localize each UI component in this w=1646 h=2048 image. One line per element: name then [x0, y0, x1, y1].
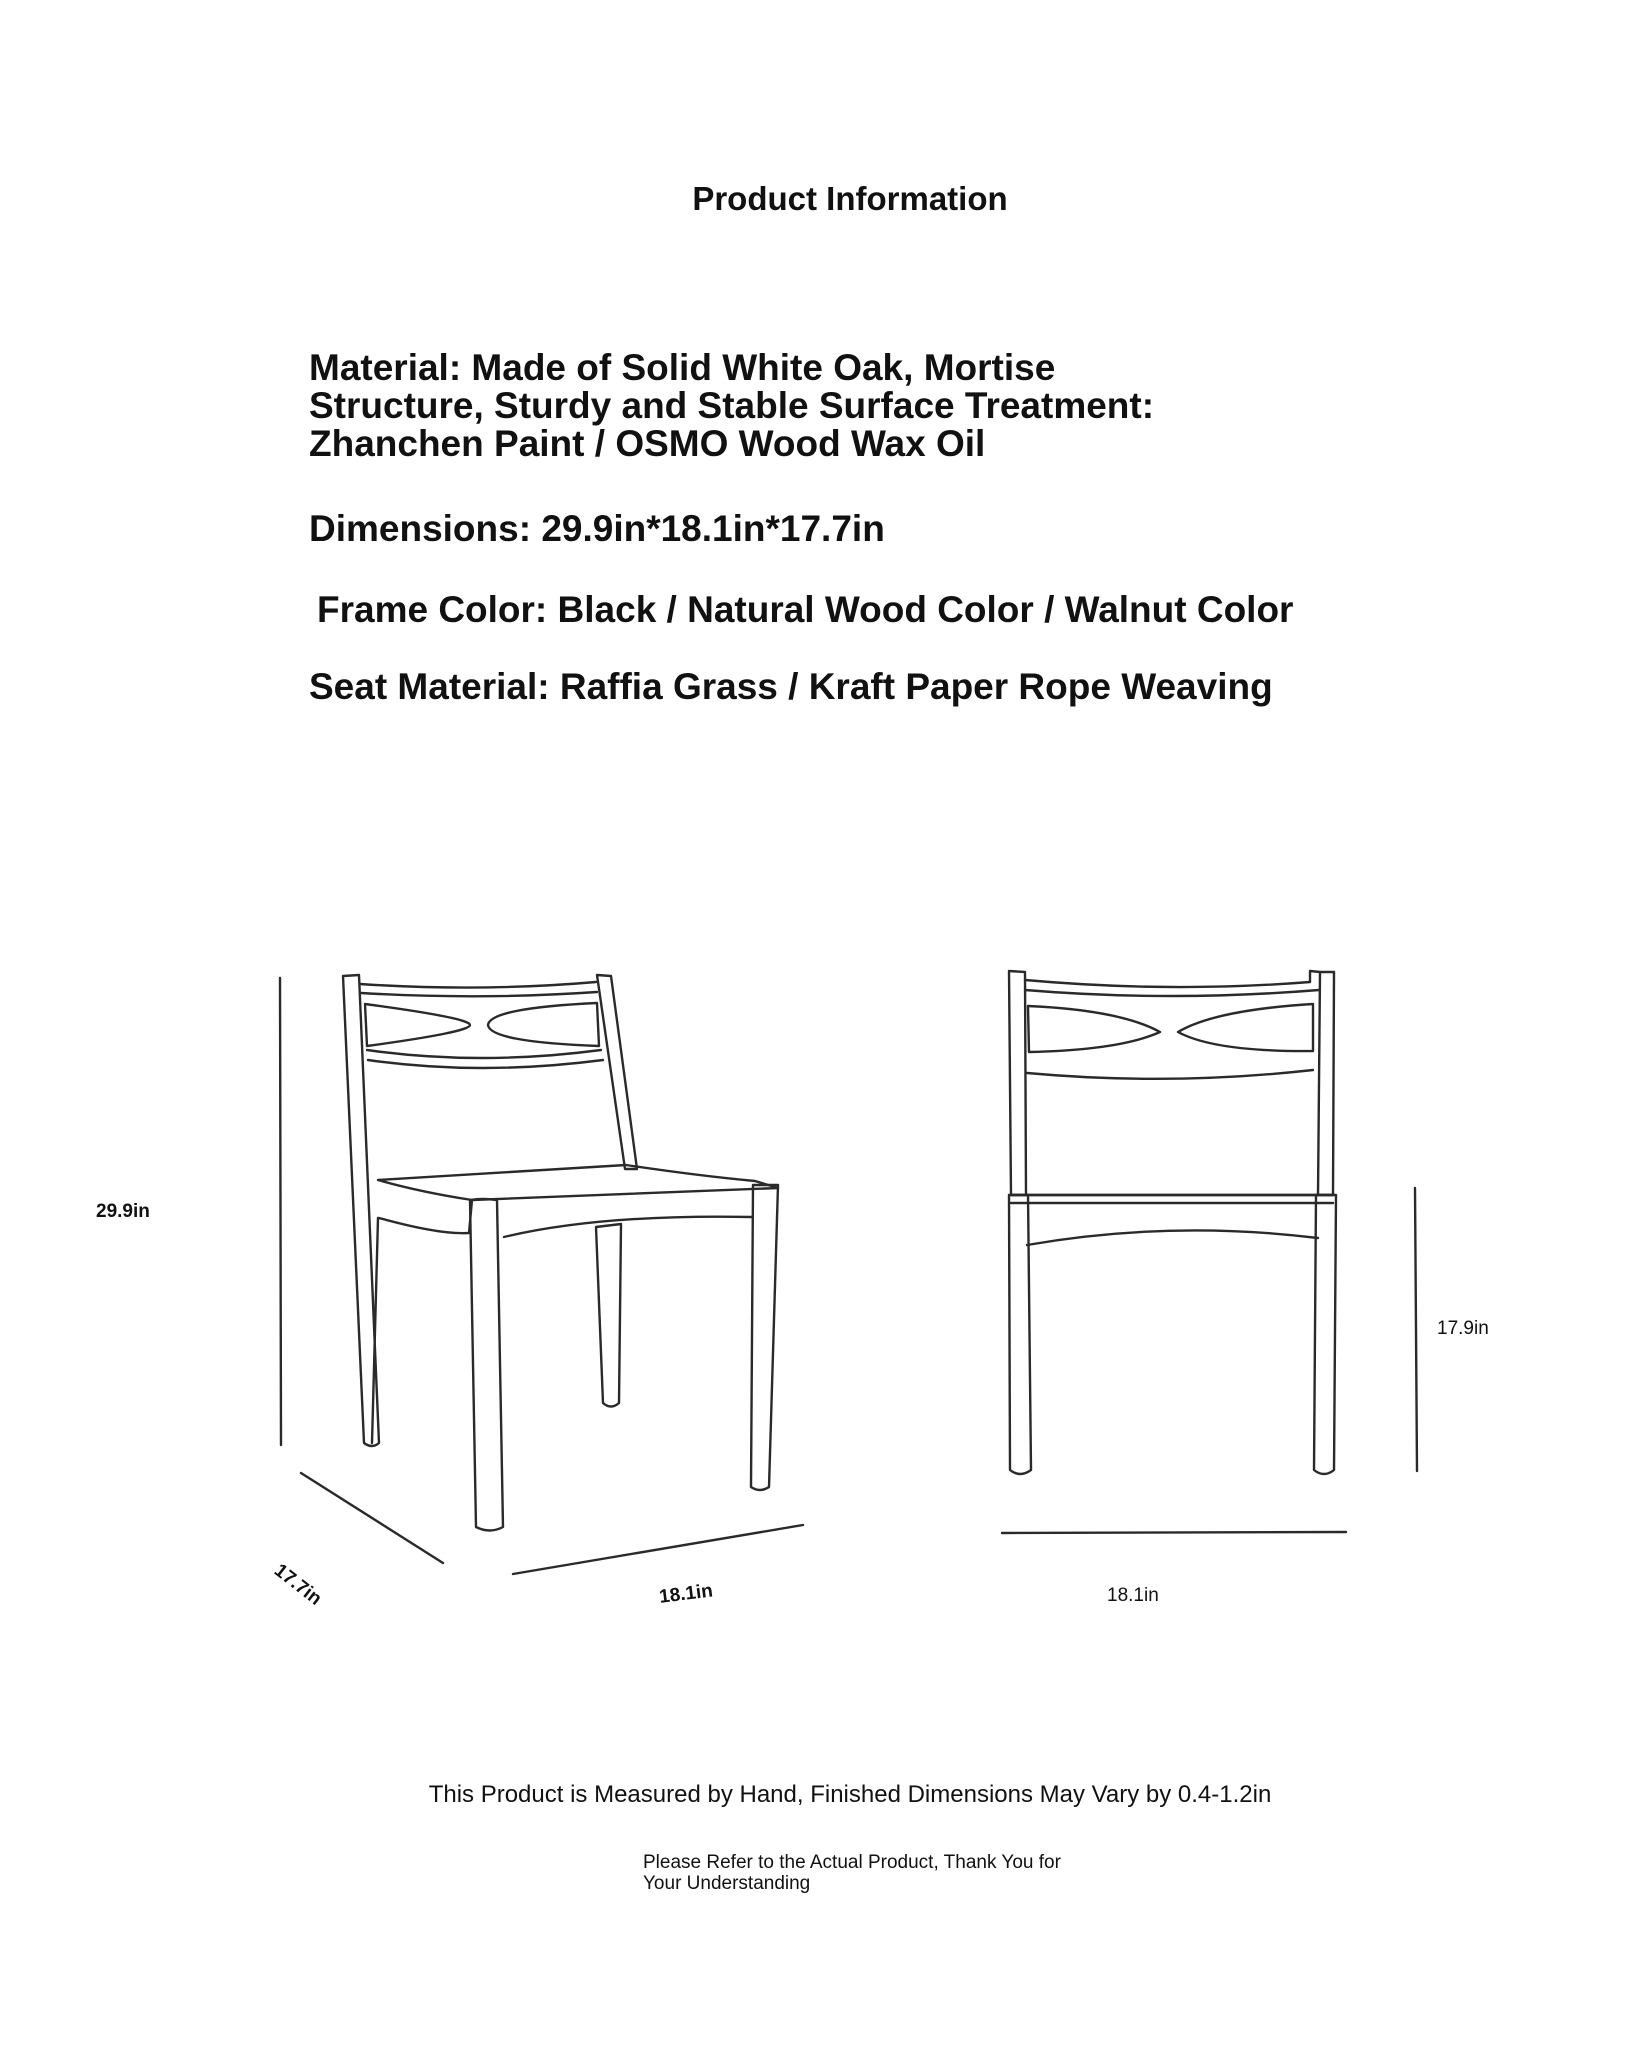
measurement-note: This Product is Measured by Hand, Finished Dimensions May Vary by 0.4-1.2in	[428, 1781, 1272, 1808]
width-dimension-line	[513, 1525, 803, 1574]
width-dimension-label-front: 18.1in	[1107, 1585, 1159, 1606]
front-width-dimension-line	[1002, 1532, 1346, 1533]
height-dimension-label: 29.9in	[96, 1201, 150, 1222]
seat-height-dimension-label: 17.9in	[1437, 1318, 1489, 1339]
page-title: Product Information	[692, 180, 1008, 217]
seat-height-dimension-line	[1415, 1188, 1417, 1471]
spec-seat-material: Seat Material: Raffia Grass / Kraft Paper Rope Weaving	[309, 666, 1273, 707]
depth-dimension-line	[301, 1473, 443, 1563]
perspective-chair-drawing	[280, 975, 803, 1574]
spec-dimensions: Dimensions: 29.9in*18.1in*17.7in	[309, 508, 885, 549]
front-chair-drawing	[1002, 971, 1417, 1533]
spec-frame-color: Frame Color: Black / Natural Wood Color / Walnut Color	[317, 589, 1294, 630]
spec-material: Material: Made of Solid White Oak, Mortise Structure, Sturdy and Stable Surface Treatment: Zhanchen Paint / OSMO Wood Wax Oil	[309, 347, 1155, 464]
refer-note: Please Refer to the Actual Product, Thank You for Your Understanding	[643, 1852, 1061, 1894]
width-dimension-label-perspective: 18.1in	[658, 1580, 715, 1608]
height-dimension-line	[280, 978, 281, 1445]
depth-dimension-label: 17.7in	[270, 1560, 326, 1610]
